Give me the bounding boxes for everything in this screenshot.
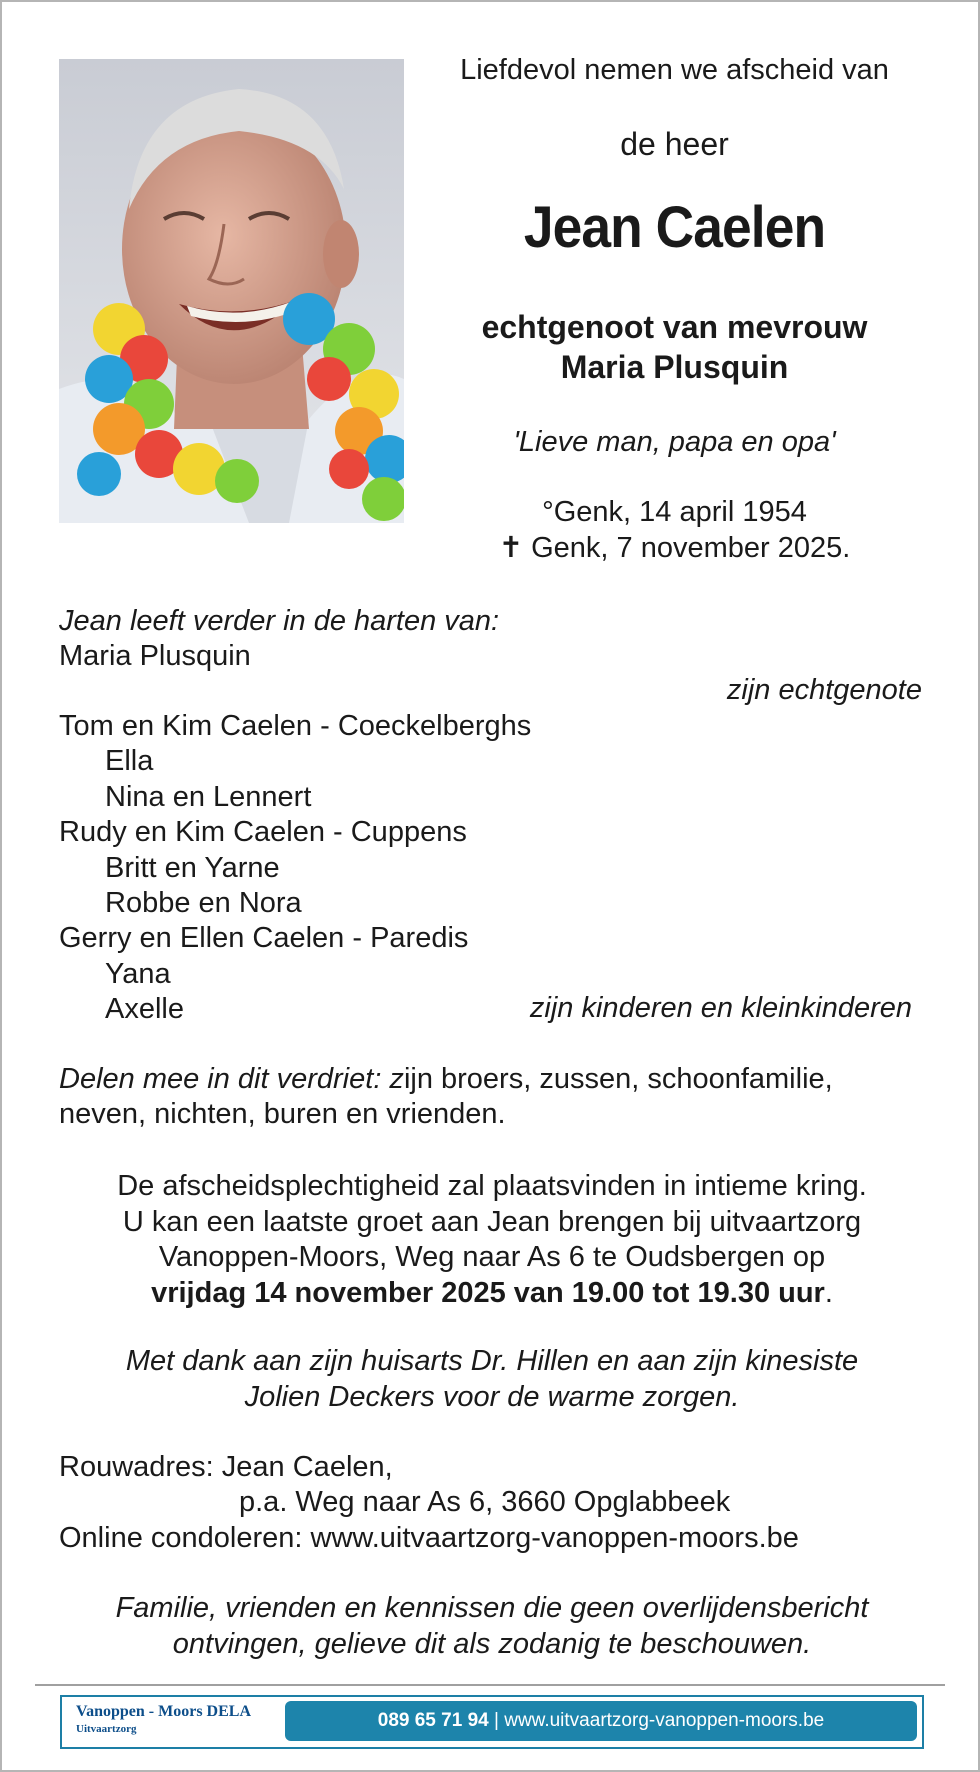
family-intro-text: Jean leeft verder in de harten van:: [59, 605, 500, 637]
family-list-item: Nina en Lennert: [105, 780, 312, 813]
portrait-photo: [59, 59, 404, 523]
funeral-home-banner: [60, 1695, 924, 1749]
family-list-item: Gerry en Ellen Caelen - Paredis: [59, 922, 469, 955]
ceremony-line-2: U kan een laatste groet aan Jean brengen bij uitvaartzorg: [122, 1205, 862, 1238]
ceremony-line-3: Vanoppen-Moors, Weg naar As 6 te Oudsbergen op: [158, 1241, 826, 1273]
thanks-note: [42, 1344, 942, 1415]
thanks-line-1: Met dank aan zijn huisarts Dr. Hillen en aan zijn kinesiste: [125, 1345, 859, 1377]
family-list: [59, 709, 531, 1028]
share-line-1: [59, 1062, 833, 1097]
ceremony-datetime: vrijdag 14 november 2025 van 19.00 tot 19.30 uur: [151, 1276, 825, 1309]
closing-line-2: ontvingen, gelieve dit als zodanig te beschouwen.: [172, 1627, 812, 1660]
life-dates: [422, 494, 927, 566]
spouse-line-2: Maria Plusquin: [560, 349, 789, 385]
family-spouse-name: Maria Plusquin: [59, 640, 251, 673]
thanks-line-2: Jolien Deckers voor de warme zorgen.: [244, 1380, 740, 1413]
funeral-home-logo: [76, 1703, 251, 1735]
address-line-2: p.a. Weg naar As 6, 3660 Opglabbeek: [239, 1486, 731, 1519]
spouse-info: [422, 307, 927, 387]
family-list-item: Rudy en Kim Caelen - Cuppens: [59, 816, 467, 849]
family-list-item: Britt en Yarne: [105, 851, 280, 884]
family-list-item: Robbe en Nora: [105, 887, 302, 920]
address-block: [59, 1450, 799, 1556]
closing-line-1: Familie, vrienden en kennissen die geen overlijdensbericht: [115, 1592, 869, 1624]
honorific: de heer: [620, 126, 729, 162]
brand-name: Vanoppen - Moors DELA: [76, 1703, 251, 1720]
brand-subtitle: Uitvaartzorg: [76, 1723, 137, 1735]
website-link[interactable]: www.uitvaartzorg-vanoppen-moors.be: [504, 1710, 825, 1731]
family-list-item: Ella: [105, 745, 154, 778]
share-rest: ijn broers, zussen, schoonfamilie,: [403, 1063, 833, 1095]
intro-line: Liefdevol nemen we afscheid van: [460, 54, 889, 86]
death-date: ✝ Genk, 7 november 2025.: [498, 532, 851, 564]
ceremony-line-end: .: [824, 1276, 833, 1309]
motto: 'Lieve man, papa en opa': [513, 426, 836, 458]
family-list-item: Axelle: [105, 993, 184, 1026]
family-list-item: Yana: [105, 957, 171, 990]
contact-bar: [285, 1701, 917, 1741]
address-line-1: Rouwadres: Jean Caelen,: [59, 1451, 393, 1483]
share-line-2: neven, nichten, buren en vrienden.: [59, 1098, 506, 1131]
birth-date: °Genk, 14 april 1954: [542, 496, 807, 528]
ceremony-line-4: [42, 1276, 942, 1312]
share-sorrow: [59, 1062, 833, 1133]
closing-note: [42, 1591, 942, 1662]
ceremony-info: [42, 1169, 942, 1311]
footer-divider: [35, 1684, 945, 1686]
spouse-line-1: echtgenoot van mevrouw: [481, 309, 868, 345]
family-list-item: Tom en Kim Caelen - Coeckelberghs: [59, 710, 532, 742]
contact-separator: |: [488, 1710, 505, 1731]
deceased-name: Jean Caelen: [523, 195, 826, 260]
ceremony-line-1: De afscheidsplechtigheid zal plaatsvinden in intieme kring.: [117, 1170, 867, 1202]
online-condolences: Online condoleren: www.uitvaartzorg-vanoppen-moors.be: [59, 1521, 799, 1554]
phone-number: 089 65 71 94: [377, 1710, 489, 1731]
children-role: zijn kinderen en kleinkinderen: [529, 992, 912, 1024]
spouse-role: zijn echtgenote: [726, 674, 922, 706]
family-intro: [59, 604, 499, 675]
share-label: Delen mee in dit verdriet: z: [59, 1063, 404, 1095]
